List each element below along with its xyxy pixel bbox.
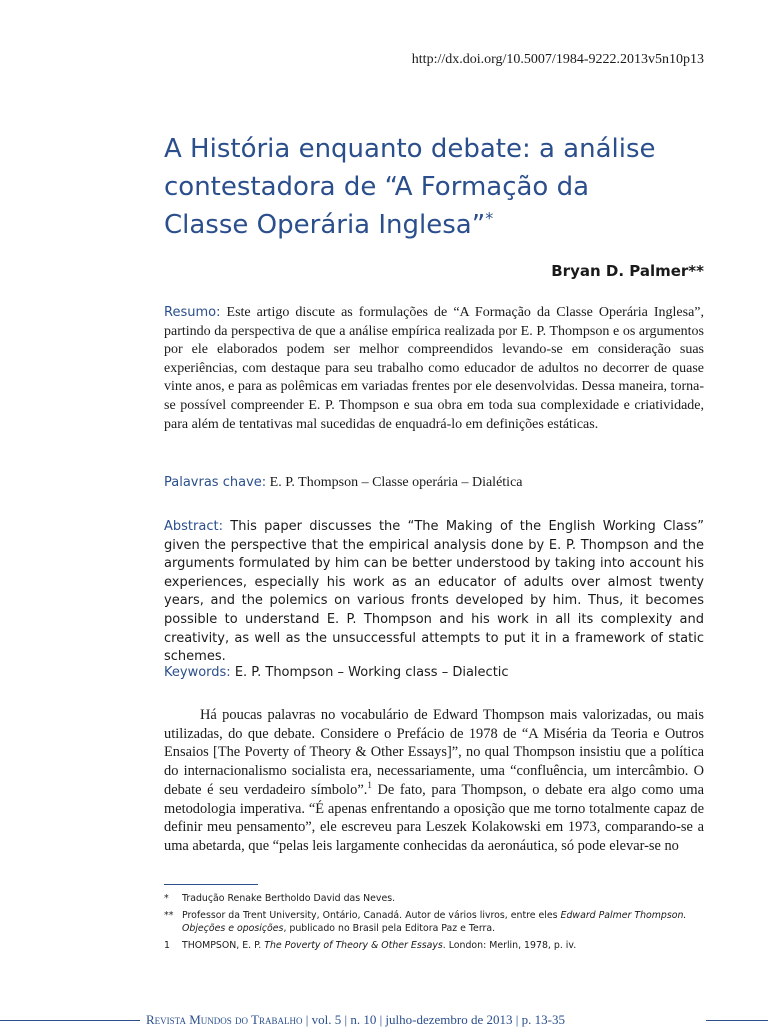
resumo-label: Resumo: (164, 305, 221, 320)
footnote-item (164, 909, 704, 935)
footer-rule-left (0, 1020, 140, 1021)
body-paragraph (164, 706, 704, 856)
footer-separator: | (376, 1012, 386, 1027)
title-line-3: Classe Operária Inglesa” (164, 210, 486, 240)
footnote-item (164, 892, 704, 905)
abstract-label: Abstract: (164, 519, 223, 534)
title-line-1: A História enquanto debate: a análise (164, 134, 656, 164)
footnote-text (182, 939, 704, 952)
article-title (164, 130, 724, 244)
title-line-2: contestadora de “A Formação da (164, 172, 590, 202)
footnote-mark: 1 (164, 940, 170, 951)
body-text-part-1: Há poucas palavras no vocabulário de Edward Thompson mais valorizadas, ou mais utilizadas, do que debate. Considere o Prefácio de 1978 de “A Miséria da Teoria e Outros Ensaios [The Poverty of Theory & Other Essays]”, no qual Thompson insistiu que a política do internacionalismo socialista era, necessariamente, uma “confluência, um intercâmbio. O debate é seu verdadeiro símbolo”. (164, 707, 704, 798)
resumo-text: Este artigo discute as formulações de “A Formação da Classe Operária Inglesa”, partindo da perspectiva de que a análise empírica realizada por E. P. Thompson e os argumentos por ele elaborados podem ser melhor compreendidos levando-se em consideração suas experiências, com destaque para seu trabalho como educador de adultos no decorrer de quase vinte anos, e para as polêmicas em variadas frentes por ele desenvolvidas. Dessa maneira, torna-se possível compreender E. P. Thompson e sua obra em toda sua complexidade e criatividade, para além de tentativas mal sucedidas de enquadrá-lo em definições estáticas. (164, 305, 704, 432)
footer-journal-name: Revista Mundos do Trabalho (146, 1012, 303, 1027)
footnote-italic-title: Edward Palmer Thompson. Objeções e oposições (182, 910, 687, 934)
footer-rule-right (706, 1020, 768, 1021)
keywords-section (164, 664, 704, 683)
footnote-text-after: , publicado no Brasil pela Editora Paz e Terra. (283, 923, 496, 934)
footnote-text-before: THOMPSON, E. P. (182, 940, 265, 951)
footer-number: n. 10 (350, 1012, 377, 1027)
footnotes (164, 892, 704, 956)
footnote-item (164, 939, 704, 952)
footer-separator: | (302, 1012, 312, 1027)
footnote-ref-1[interactable]: 1 (367, 780, 372, 791)
footnote-divider (164, 884, 258, 885)
abstract-text: This paper discusses the “The Making of the English Working Class” given the perspective that the empirical analysis done by E. P. Thompson and the arguments formulated by him can be better understood by taking into account his experiences, especially his work as an educator of adults over almost twenty years, and the polemics on various fronts developed by him. Thus, it becomes possible to understand E. P. Thompson and his work in all its complexity and creativity, as well as the unsuccessful attempts to put it in a framework of static schemes. (164, 519, 704, 665)
keywords-text: E. P. Thompson – Working class – Dialectic (230, 665, 509, 680)
doi-link[interactable]: http://dx.doi.org/10.5007/1984-9222.2013v5n10p13 (411, 52, 704, 67)
journal-footer (146, 1012, 565, 1028)
author-name: Bryan D. Palmer** (551, 262, 704, 280)
palavras-chave-label: Palavras chave: (164, 475, 267, 490)
footer-period: julho-dezembro de 2013 (385, 1012, 513, 1027)
palavras-chave-section (164, 474, 704, 493)
footer-pages: p. 13-35 (521, 1012, 565, 1027)
footnote-mark: * (164, 893, 169, 904)
abstract-section (164, 518, 704, 667)
footnote-text (182, 909, 704, 935)
palavras-chave-text: E. P. Thompson – Classe operária – Dialética (266, 475, 523, 490)
keywords-label: Keywords: (164, 665, 231, 680)
footnote-italic-title: The Poverty of Theory & Other Essays (264, 940, 443, 951)
footnote-text: Tradução Renake Bertholdo David das Neves. (182, 893, 396, 904)
resumo-section (164, 304, 704, 434)
body-text-part-2: De fato, para Thompson, o debate era algo como uma metodologia imperativa. “É apenas enfrentando a oposição que me torno totalmente capaz de definir meu pensamento”, ele escreveu para Leszek Kolakowski em 1973, comparando-se a uma abetarda, que “pelas leis largamente conhecidas da aeronáutica, só pode elevar-se no (164, 781, 704, 854)
footer-separator: | (341, 1012, 351, 1027)
title-footnote-mark[interactable]: * (485, 208, 494, 228)
footnote-mark: ** (164, 910, 174, 921)
footnote-text-before: Professor da Trent University, Ontário, Canadá. Autor de vários livros, entre eles (182, 910, 561, 921)
footnote-text-after: . London: Merlin, 1978, p. iv. (442, 940, 577, 951)
footer-separator: | (512, 1012, 522, 1027)
footer-volume: vol. 5 (311, 1012, 342, 1027)
